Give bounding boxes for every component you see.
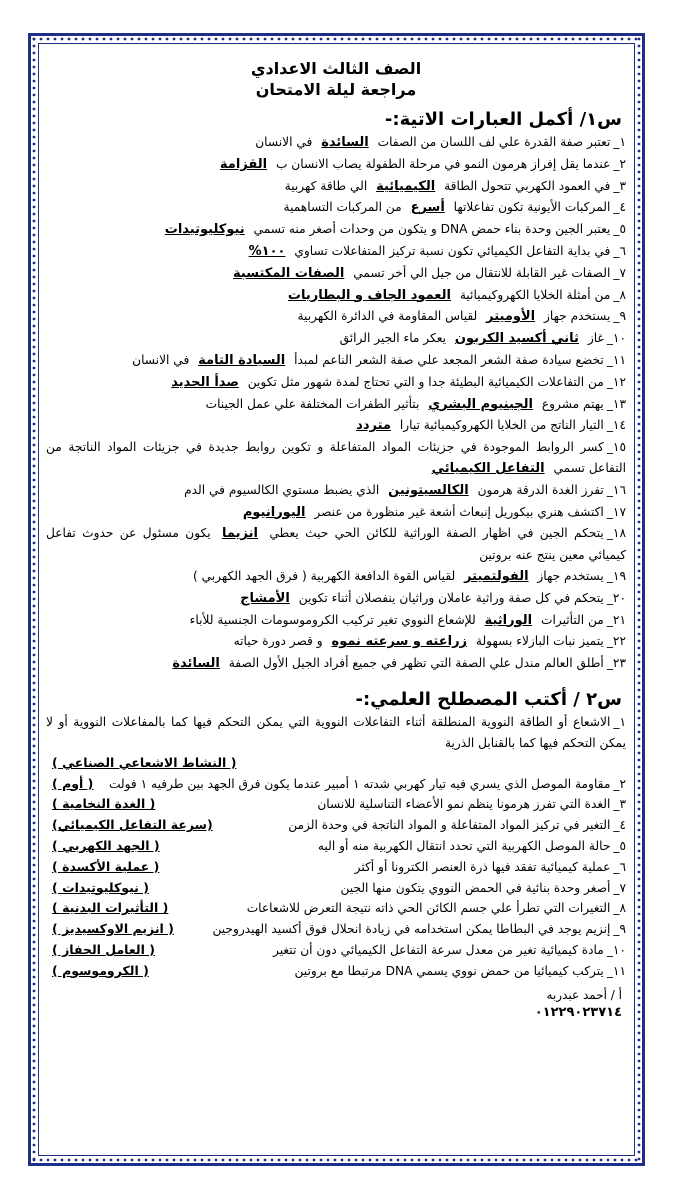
item-answer: الفولتميتر [464,568,529,584]
item-answer: التفاعل الكيميائي [431,460,545,476]
item-text: المركبات الأيونية تكون تفاعلاتها [453,200,611,215]
item-term-answer: ( التأثيرات البدنية ) [52,900,169,916]
item-term-answer: ( الغدة النخامية ) [52,796,156,812]
item-text-after: يعكر ماء الجير الرائق [339,331,447,346]
term-item [46,961,626,982]
item-answer: صدأ الحديد [171,374,239,390]
item-text: غاز [587,331,604,346]
fill-in-item [46,480,626,502]
fill-in-item [46,350,626,372]
item-text: أطلق العالم مندل علي الصفة التي تظهر في جميع أفراد الجيل الأول الصفة [228,656,604,671]
item-number: ٢٣_ [606,656,626,671]
fill-in-item [46,263,626,285]
item-text-after: يكون مسئول عن حدوث تفاعل كيميائي معين ينتج عنه بروتين [46,526,626,563]
fill-in-item [46,631,626,653]
item-text: يستخدم جهاز [537,568,604,583]
item-number: ٢١_ [606,612,626,627]
item-answer: السائدة [321,135,369,150]
item-text-after: بتأثير الطفرات المختلفة علي عمل الجينات [205,396,420,411]
fill-in-item [46,415,626,437]
item-number: ١٤_ [606,418,626,433]
item-number: ٥_ [613,838,626,853]
item-number: ١١_ [606,352,626,367]
item-number: ٦_ [613,859,626,874]
item-number: ٣_ [613,797,626,812]
item-answer: الكيميائية [376,178,436,194]
item-text: يتميز نبات البازلاء بسهولة [475,634,604,649]
item-definition: الاشعاع أو الطاقة النووية المنطلقة أثناء التفاعلات النووية التي يمكن التحكم فيها كما بالمفاعلات النووية أو لا يمكن التحكم فيها كما بالقنابل الذرية [46,714,626,750]
item-number: ١٧_ [606,504,626,519]
fill-in-item [46,154,626,176]
item-number: ١٢_ [606,374,626,389]
frame-dots-bottom [30,1156,643,1164]
item-number: ١٠_ [606,942,626,957]
item-text-after: في الانسان [132,352,190,367]
fill-in-item [46,328,626,350]
item-text: يتحكم الجين في اظهار الصفة الوراثية للكائن الحي حيث يعطي [269,526,604,541]
item-definition: يتركب كيميائيا من حمض نووي يسمي DNA مرتبطا مع بروتين [294,963,604,978]
question-1-heading: س١/ أكمل العبارات الاتية:- [384,109,622,130]
frame-dots-left [30,35,38,1164]
item-answer: الصفات المكتسبة [233,265,345,281]
item-answer: الجينيوم البشري [428,396,533,412]
item-definition: إنزيم يوجد في البطاطا يمكن استخدامه في زيادة انحلال فوق أكسيد الهيدروجين [212,922,611,937]
item-number: ٢_ [613,156,626,171]
fill-in-item [46,394,626,416]
item-term-answer: ( نيوكليوتيدات ) [52,879,149,895]
item-text: كسر الروابط الموجودة في جزيئات المواد المتفاعلة و تكوين روابط جديدة في جزيئات المواد الناتجة من التفاعل تسمي [46,440,626,475]
item-term-answer: ( النشاط الاشعاعي الصناعي ) [52,754,237,770]
worksheet [46,58,626,1021]
item-definition: الغدة التي تفرز هرمونا ينظم نمو الأعضاء التناسلية للانسان [317,797,611,812]
item-text: من أمثلة الخلايا الكهروكيميائية [459,287,611,302]
item-number: ١١_ [606,963,626,978]
item-answer: الكالسيتونين [388,482,469,498]
item-number: ١٦_ [606,482,626,497]
item-text: في بداية التفاعل الكيميائي تكون نسبة تركيز المتفاعلات تساوي [294,243,611,258]
item-number: ٤_ [613,818,626,833]
term-item [46,898,626,919]
grade-title: الصف الثالث الاعدادي [250,59,422,78]
item-text: يتحكم في كل صفة وراثية عاملان وراثيان ينفصلان أثناء تكوين [298,590,604,605]
question-2-heading: س٢ / أكتب المصطلح العلمي:- [355,688,622,710]
review-subtitle: مراجعة ليلة الامتحان [255,80,417,99]
item-answer: الأوميتر [486,309,536,325]
item-number: ٨_ [613,901,626,916]
item-text-after: و قصر دورة حياته [233,634,323,649]
item-answer: انزيما [222,526,258,542]
item-answer: نيوكليوتيدات [164,222,245,238]
item-number: ٩_ [613,922,626,937]
fill-in-item [46,502,626,524]
item-answer: الوراثية [484,612,533,628]
item-text: يهتم مشروع [541,396,604,411]
item-term-answer: ( الجهد الكهربي ) [52,837,160,853]
item-number: ١٨_ [606,526,627,541]
item-number: ١_ [613,135,626,149]
term-item [46,774,626,795]
item-term-answer: (سرعة التفاعل الكيميائي) [52,817,213,833]
item-text: عندما يقل إفراز هرمون النمو في مرحلة الطفولة يصاب الانسان ب [275,156,611,171]
fill-in-item [46,610,626,632]
item-definition: مادة كيميائية تغير من معدل سرعة التفاعل الكيميائي دون أن تتغير [273,942,604,957]
item-number: ٧_ [613,265,626,280]
fill-in-item [46,372,626,394]
item-answer: متردد [356,418,391,434]
item-text-after: من المركبات التساهمية [283,200,402,215]
fill-in-item [46,588,626,610]
question-2-list [46,712,626,982]
item-definition: مقاومة الموصل الذي يسري فيه تيار كهربي شدته ١ أمبير عندما يكون فرق الجهد بين طرفيه ١ فولت [108,776,611,791]
frame-dots-top [30,35,643,43]
item-number: ١٩_ [606,568,626,583]
item-term-answer: ( عملية الأكسدة ) [52,858,160,874]
fill-in-item [46,437,626,480]
fill-in-item [46,132,626,154]
item-text-after: لقياس المقاومة في الدائرة الكهربية [297,309,478,324]
item-number: ٤_ [613,200,626,215]
item-text: تعتبر صفة القدرة علي لف اللسان من الصفات [377,135,611,149]
item-answer: السائدة [172,656,220,672]
item-answer: العمود الجاف و البطاريات [287,287,451,303]
term-item [46,794,626,815]
term-item [46,878,626,899]
fill-in-item [46,176,626,198]
item-text: من التفاعلات الكيميائية البطيئة جدا و التي تحتاج لمدة شهور مثل تكوين [247,374,604,389]
item-number: ٥_ [613,222,626,237]
term-item [46,919,626,940]
item-term-answer: ( الكروموسوم ) [52,962,149,978]
item-definition: حالة الموصل الكهربية التي تحدد انتقال الكهربية منه أو اليه [317,838,611,853]
item-term-answer: ( العامل الحفاز ) [52,941,155,957]
item-text: من التأثيرات [540,612,604,627]
author-phone: ٠١٢٢٩٠٢٣٧١٤ [534,1005,622,1021]
item-number: ٨_ [613,287,626,302]
item-answer: أسرع [410,200,445,216]
item-text-after: للإشعاع النووي تغير تركيب الكروموسومات الجنسية للأباء [189,612,476,627]
item-number: ٢٢_ [606,634,626,649]
item-number: ١_ [613,714,626,729]
item-number: ٣_ [613,178,626,193]
question-1-list [46,132,626,675]
item-text-after: لقياس القوة الدافعة الكهربية ( فرق الجهد الكهربي ) [193,568,456,583]
item-text: الصفات غير القابلة للانتقال من جيل الي أخر تسمي [353,265,611,280]
item-number: ٩_ [613,309,626,324]
item-text: يستخدم جهاز [543,309,611,324]
item-number: ١٣_ [606,396,626,411]
item-answer: القزامة [219,156,268,172]
item-text: تفرز الغدة الدرقة هرمون [477,482,604,497]
fill-in-item [46,197,626,219]
item-answer: السيادة التامة [198,352,286,368]
term-item [46,857,626,878]
term-item [46,836,626,857]
item-text-after: في الانسان [255,135,313,149]
item-answer: اليورانيوم [242,504,306,520]
frame-dots-right [635,35,643,1164]
item-term-answer: ( انزيم الاوكسيديز ) [52,921,174,937]
fill-in-item [46,566,626,588]
item-definition: التغيرات التي تطرأ علي جسم الكائن الحي ذاته نتيجة التعرض للاشعاعات [246,901,611,916]
item-text: اكتشف هنري بيكوريل إنبعاث أشعة غير منظورة من عنصر [314,504,604,519]
item-answer: ١٠٠% [248,243,286,259]
item-text: تخضع سيادة صفة الشعر المجعد علي صفة الشعر الناعم لمبدأ [294,352,604,367]
item-number: ٢٠_ [606,590,626,605]
item-number: ٧_ [613,880,626,895]
item-number: ٢_ [613,776,626,791]
fill-in-item [46,523,626,566]
item-text-after: الذي يضبط مستوي الكالسيوم في الدم [184,482,380,497]
item-text: يعتبر الجين وحدة بناء حمض DNA و يتكون من وحدات أصغر منه تسمي [253,222,611,237]
fill-in-item [46,219,626,241]
item-answer: ثاني أكسيد الكربون [454,331,579,347]
fill-in-item [46,653,626,675]
item-text: في العمود الكهربي تتحول الطاقة [444,178,611,193]
author-name: أ / أحمد عبدربه [546,988,622,1003]
term-item [46,712,626,774]
item-answer: زراعته و سرعته نموه [331,634,468,650]
item-number: ١٥_ [606,440,626,455]
fill-in-item [46,285,626,307]
fill-in-item [46,241,626,263]
author-signature [46,987,626,1021]
item-definition: أصغر وحدة بنائية في الحمض النووي يتكون منها الجين [340,880,611,895]
item-definition: التغير في تركيز المواد المتفاعلة و المواد الناتجة في وحدة الزمن [288,818,611,833]
item-answer: الأمشاج [240,590,290,606]
fill-in-item [46,306,626,328]
item-term-answer: ( أوم ) [52,775,94,791]
item-definition: عملية كيميائية تفقد فيها ذرة العنصر الكترونا أو أكثر [354,859,611,874]
item-text: التيار الناتج من الخلايا الكهروكيميائية تيارا [399,418,604,433]
item-number: ٦_ [613,243,626,258]
item-number: ١٠_ [606,331,626,346]
term-item [46,940,626,961]
term-item [46,815,626,836]
item-text-after: الي طاقة كهربية [284,178,368,193]
